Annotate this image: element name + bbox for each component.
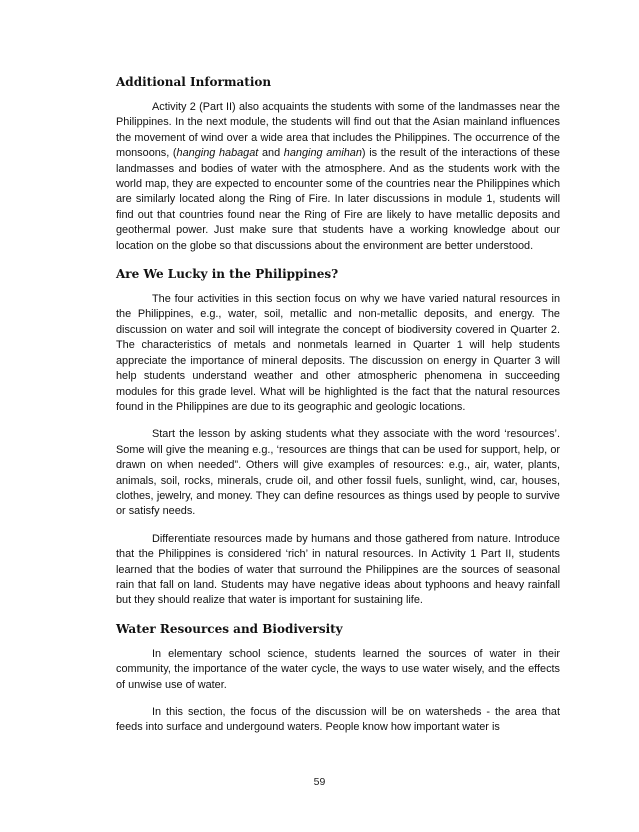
- paragraph: Start the lesson by asking students what they associate with the word ‘resources’. Some will give the meaning e.g., ‘resources are things that can be used for support, help, or drawn on when needed”. Others will give examples of resources: e.g., air, water, plants, animals, soil, rocks, minerals, crude oil, and other fossil fuels, sunlight, wind, car, houses, clothes, jewelry, and money. They can define resources as things used by people to survive or satisfy needs.: [116, 428, 560, 518]
- paragraph-text: ) is the result of the interactions of these landmasses and bodies of water with the atmosphere. And as the students work with the world map, they are expected to encounter some of the countries near the Philippines which are similarly located along the Ring of Fire. In later discussions in module 1, students will find out that countries found near the Ring of Fire are likely to have metallic deposits and geothermal power. Just make sure that students have a working knowledge about our location on the globe so that discussions about the environment are better understood.: [116, 147, 560, 252]
- italic-term: hanging amihan: [283, 147, 362, 160]
- paragraph: [116, 100, 560, 254]
- paragraph-text: Activity 2 (Part II) also acquaints the students with some of the landmasses near the Philippines. In the next module, the students will find out that the Asian mainland influences the movement of wind over a wide area that includes the Philippines. The occurrence of the monsoons, (: [116, 101, 560, 160]
- paragraph: In elementary school science, students learned the sources of water in their community, the importance of the water cycle, the ways to use water wisely, and the effects of unwise use of water.: [116, 647, 560, 691]
- paragraph: The four activities in this section focus on why we have varied natural resources in the Philippines, e.g., water, soil, metallic and non-metallic deposits, and energy. The discussion on water and soil will integrate the concept of biodiversity covered in Quarter 2. The characteristics of metals and nonmetals learned in Quarter 1 will help students appreciate the importance of mineral deposits. The discussion on energy in Quarter 3 will help students understand weather and other atmospheric phenomena in succeeding modules for this grade level. What will be highlighted is the fact that the natural resources found in the Philippines are due to its geographic and geologic locations.: [116, 293, 560, 413]
- paragraph: In this section, the focus of the discussion will be on watersheds - the area that feeds into surface and undergound waters. People know how important water is: [116, 706, 560, 734]
- paragraph: Differentiate resources made by humans and those gathered from nature. Introduce that the Philippines is considered ‘rich’ in natural resources. In Activity 1 Part II, students learned that the bodies of water that surround the Philippines are the sources of seasonal rain that fall on land. Students may have negative ideas about typhoons and heavy rainfall but they should realize that water is important for sustaining life.: [116, 532, 560, 607]
- paragraph-text: and: [258, 147, 284, 160]
- italic-term: hanging habagat: [176, 147, 259, 160]
- section-heading: Water Resources and Biodiversity: [116, 621, 343, 636]
- section-heading: Additional Information: [116, 75, 272, 89]
- section-are-we-lucky: [116, 266, 560, 609]
- page-number: 59: [313, 776, 326, 788]
- section-additional-information: [116, 74, 560, 254]
- section-heading: Are We Lucky in the Philippines?: [116, 267, 339, 282]
- section-water-resources: [116, 621, 560, 736]
- page-content: [116, 74, 560, 748]
